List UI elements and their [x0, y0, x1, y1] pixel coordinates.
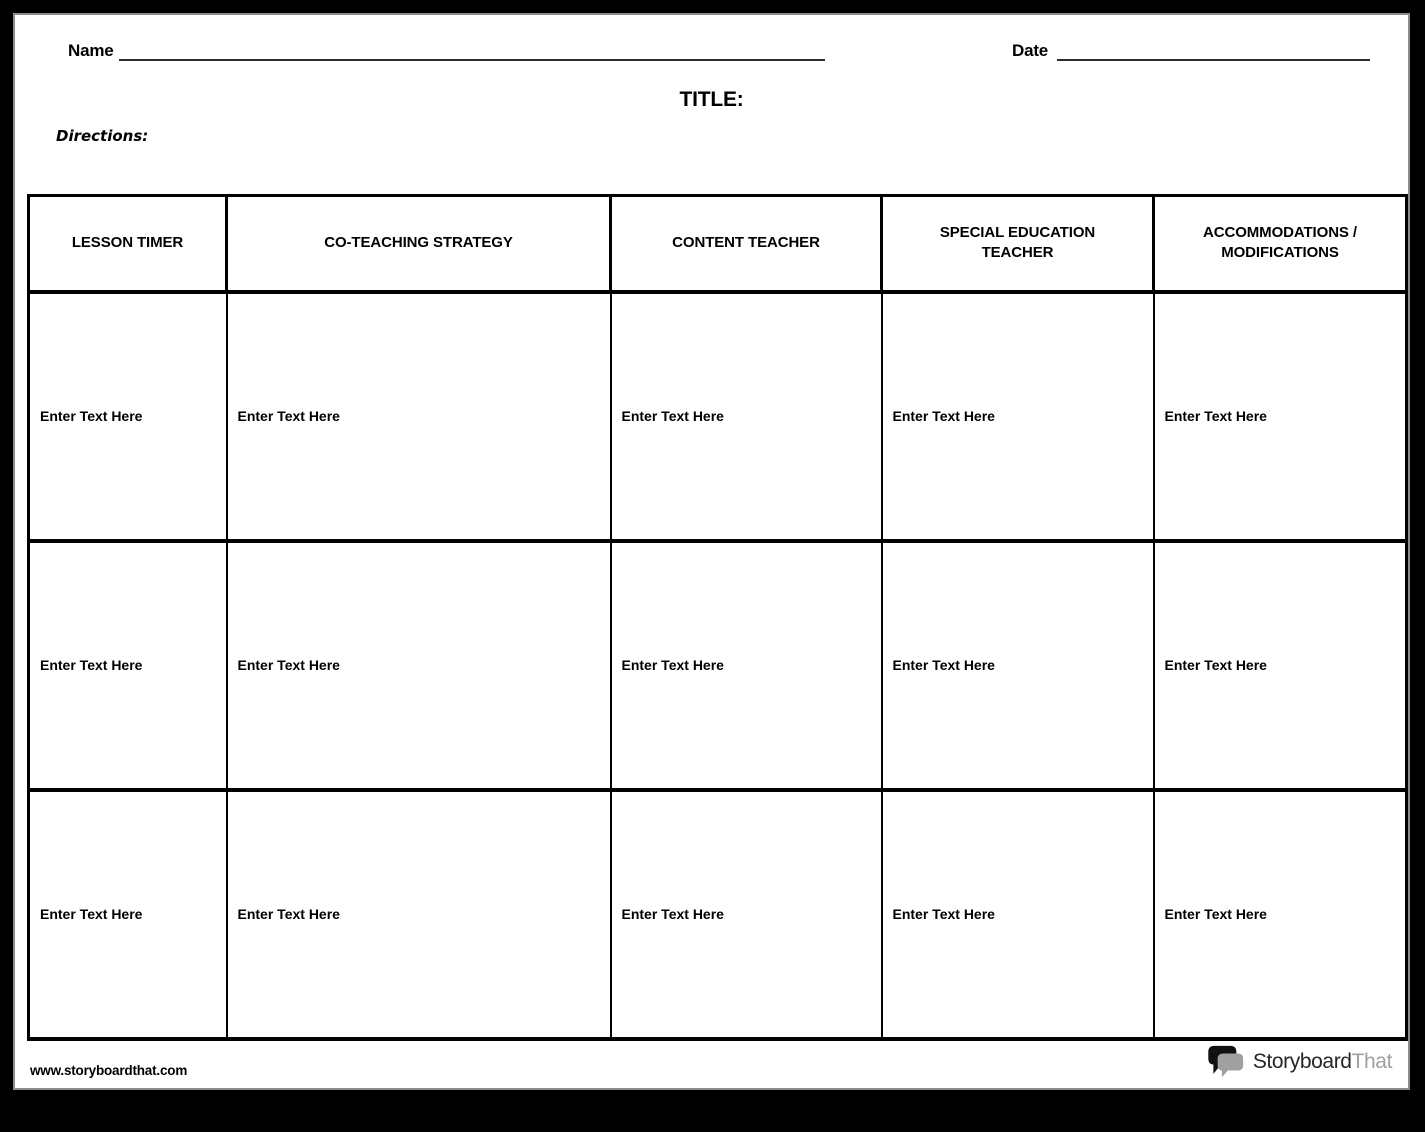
logo-wordmark	[1253, 1050, 1392, 1074]
date-label: Date	[1012, 41, 1049, 60]
cell-enter-text[interactable]: Enter Text Here	[1154, 292, 1407, 541]
cell-enter-text[interactable]: Enter Text Here	[1154, 790, 1407, 1039]
table-header-row	[29, 196, 1407, 292]
cell-enter-text[interactable]: Enter Text Here	[882, 292, 1154, 541]
column-header-content-teacher: CONTENT TEACHER	[611, 196, 882, 292]
name-label: Name	[68, 41, 114, 60]
page-title: TITLE:	[679, 88, 744, 111]
table-row	[29, 541, 1407, 790]
cell-enter-text[interactable]: Enter Text Here	[227, 292, 611, 541]
cell-enter-text[interactable]: Enter Text Here	[29, 292, 227, 541]
cell-enter-text[interactable]: Enter Text Here	[29, 790, 227, 1039]
cell-enter-text[interactable]: Enter Text Here	[29, 541, 227, 790]
name-input-line[interactable]	[119, 41, 825, 61]
column-header-lesson-timer: LESSON TIMER	[29, 196, 227, 292]
cell-enter-text[interactable]: Enter Text Here	[1154, 541, 1407, 790]
speech-bubbles-icon	[1208, 1045, 1246, 1079]
column-header-special-ed-teacher: SPECIAL EDUCATION TEACHER	[882, 196, 1154, 292]
logo-text-storyboard: Storyboard	[1252, 1050, 1352, 1073]
column-header-accommodations: ACCOMMODATIONS / MODIFICATIONS	[1154, 196, 1407, 292]
logo-text-that: That	[1351, 1050, 1392, 1073]
cell-enter-text[interactable]: Enter Text Here	[882, 541, 1154, 790]
column-header-coteaching-strategy: CO-TEACHING STRATEGY	[227, 196, 611, 292]
directions-label: Directions:	[56, 127, 149, 145]
co-teaching-table	[27, 194, 1408, 1041]
cell-enter-text[interactable]: Enter Text Here	[227, 790, 611, 1039]
storyboardthat-logo	[1208, 1045, 1392, 1079]
cell-enter-text[interactable]: Enter Text Here	[227, 541, 611, 790]
table-row	[29, 790, 1407, 1039]
website-url: www.storyboardthat.com	[30, 1063, 188, 1078]
cell-enter-text[interactable]: Enter Text Here	[882, 790, 1154, 1039]
cell-enter-text[interactable]: Enter Text Here	[611, 790, 882, 1039]
cell-enter-text[interactable]: Enter Text Here	[611, 292, 882, 541]
date-input-line[interactable]	[1057, 41, 1370, 61]
table-row	[29, 292, 1407, 541]
worksheet-page	[13, 13, 1410, 1090]
cell-enter-text[interactable]: Enter Text Here	[611, 541, 882, 790]
